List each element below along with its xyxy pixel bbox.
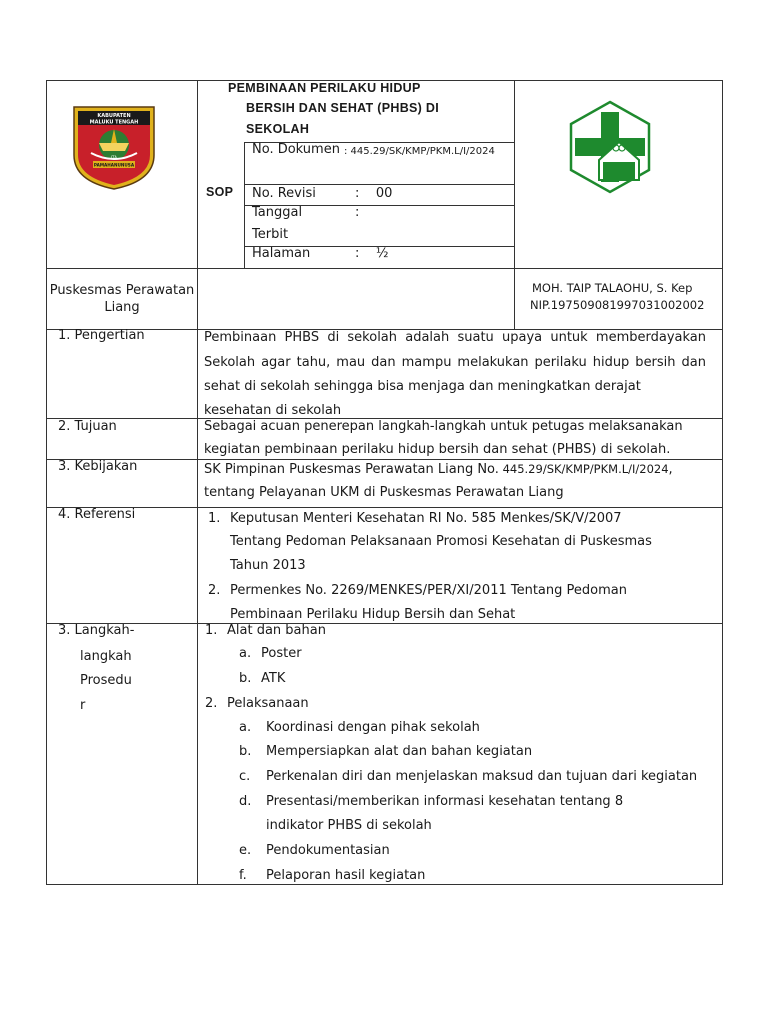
referensi-item-1-line-1: Keputusan Menteri Kesehatan RI No. 585 Menkes/SK/V/2007	[230, 511, 622, 526]
langkah-group-2-item-f: Pelaporan hasil kegiatan	[266, 868, 426, 883]
no-revisi-value: : 00	[355, 186, 393, 201]
sop-label: SOP	[206, 185, 234, 199]
langkah-group-1-num: 1.	[205, 623, 218, 638]
svg-text:ITA: ITA	[110, 155, 118, 160]
halaman-value: : ½	[355, 246, 389, 261]
title-line-3: SEKOLAH	[246, 122, 310, 136]
tujuan-line-2: kegiatan pembinaan perilaku hidup bersih dan sehat (PHBS) di sekolah.	[204, 442, 671, 457]
langkah-group-2-item-d-letter: d.	[239, 794, 252, 809]
referensi-item-1-num: 1.	[208, 511, 221, 526]
referensi-item-1-line-2: Tentang Pedoman Pelaksanaan Promosi Kesehatan di Puskesmas	[230, 534, 652, 549]
no-dokumen-value: : 445.29/SK/KMP/PKM.L/I/2024	[344, 146, 495, 157]
halaman-label: Halaman	[252, 246, 311, 261]
tanggal-colon: :	[355, 205, 360, 220]
langkah-group-2-item-e: Pendokumentasian	[266, 843, 390, 858]
section-label-langkah-3: Prosedu	[80, 673, 132, 688]
section-label-langkah-4: r	[80, 698, 86, 713]
kebijakan-text: SK Pimpinan Puskesmas Perawatan Liang No.	[204, 462, 499, 477]
langkah-group-2-num: 2.	[205, 696, 218, 711]
puskesmas-logo	[563, 100, 657, 194]
langkah-group-2-item-f-letter: f.	[239, 868, 247, 883]
langkah-group-2-item-c: Perkenalan diri dan menjelaskan maksud dan tujuan dari kegiatan	[266, 769, 698, 784]
kebijakan-line-1	[204, 461, 673, 478]
section-label-referensi: 4. Referensi	[58, 507, 136, 522]
langkah-group-2-item-a: Koordinasi dengan pihak sekolah	[266, 720, 480, 735]
no-revisi-label: No. Revisi	[252, 186, 316, 201]
langkah-group-2-item-b: Mempersiapkan alat dan bahan kegiatan	[266, 744, 533, 759]
section-label-tujuan: 2. Tujuan	[58, 419, 117, 434]
no-dokumen-label: No. Dokumen	[252, 142, 340, 157]
langkah-group-2-item-d-line-2: indikator PHBS di sekolah	[266, 818, 432, 833]
langkah-group-2-item-b-letter: b.	[239, 744, 252, 759]
langkah-group-2-item-e-letter: e.	[239, 843, 252, 858]
section-label-langkah-2: langkah	[80, 649, 132, 664]
title-line-1: PEMBINAAN PERILAKU HIDUP	[228, 81, 421, 95]
langkah-group-2-item-d: Presentasi/memberikan informasi kesehatan tentang 8	[266, 794, 624, 809]
org-name-line-1: Puskesmas Perawatan	[49, 283, 195, 298]
referensi-item-2-line-2: Pembinaan Perilaku Hidup Bersih dan Sehat	[230, 607, 516, 622]
section-label-kebijakan: 3. Kebijakan	[58, 459, 138, 474]
svg-text:MALUKU TENGAH: MALUKU TENGAH	[89, 119, 139, 126]
head-name: MOH. TAIP TALAOHU, S. Kep	[532, 281, 693, 295]
pengertian-line-3: sehat di sekolah sehingga bisa menjaga dan meningkatkan derajat	[204, 379, 641, 394]
langkah-group-2-item-a-letter: a.	[239, 720, 252, 735]
svg-text:KABUPATEN: KABUPATEN	[97, 113, 131, 119]
langkah-group-1-item-b: ATK	[261, 671, 286, 686]
kebijakan-line-2: tentang Pelayanan UKM di Puskesmas Perawatan Liang	[204, 485, 564, 500]
tanggal-label: Tanggal	[252, 205, 303, 220]
langkah-group-1-item-b-letter: b.	[239, 671, 252, 686]
title-line-2: BERSIH DAN SEHAT (PHBS) DI	[246, 101, 439, 115]
kebijakan-doc-number: 445.29/SK/KMP/PKM.L/I/2024	[498, 462, 669, 476]
langkah-group-1-item-a-letter: a.	[239, 646, 252, 661]
langkah-group-1-title: Alat dan bahan	[227, 623, 326, 638]
kebijakan-comma: ,	[668, 462, 673, 477]
langkah-group-1-item-a: Poster	[261, 646, 302, 661]
referensi-item-2-line-1: Permenkes No. 2269/MENKES/PER/XI/2011 Tentang Pedoman	[230, 583, 627, 598]
head-nip: NIP.197509081997031002002	[530, 298, 705, 312]
pengertian-line-4: kesehatan di sekolah	[204, 403, 342, 418]
svg-text:PAMAHANUNUSA: PAMAHANUNUSA	[93, 162, 135, 168]
langkah-group-2-item-c-letter: c.	[239, 769, 251, 784]
pengertian-line-2: Sekolah agar tahu, mau dan mampu melakukan perilaku hidup bersih dan	[204, 355, 706, 370]
section-label-langkah-1: 3. Langkah-	[58, 623, 135, 638]
pengertian-line-1: Pembinaan PHBS di sekolah adalah suatu upaya untuk memberdayakan	[204, 330, 706, 345]
terbit-label: Terbit	[252, 227, 289, 242]
referensi-item-2-num: 2.	[208, 583, 221, 598]
section-label-pengertian: 1. Pengertian	[58, 328, 145, 343]
langkah-group-2-title: Pelaksanaan	[227, 696, 309, 711]
kabupaten-crest-logo	[71, 103, 157, 191]
tujuan-line-1: Sebagai acuan penerepan langkah-langkah untuk petugas melaksanakan	[204, 419, 683, 434]
referensi-item-1-line-3: Tahun 2013	[230, 558, 306, 573]
org-name-line-2: Liang	[104, 300, 140, 315]
